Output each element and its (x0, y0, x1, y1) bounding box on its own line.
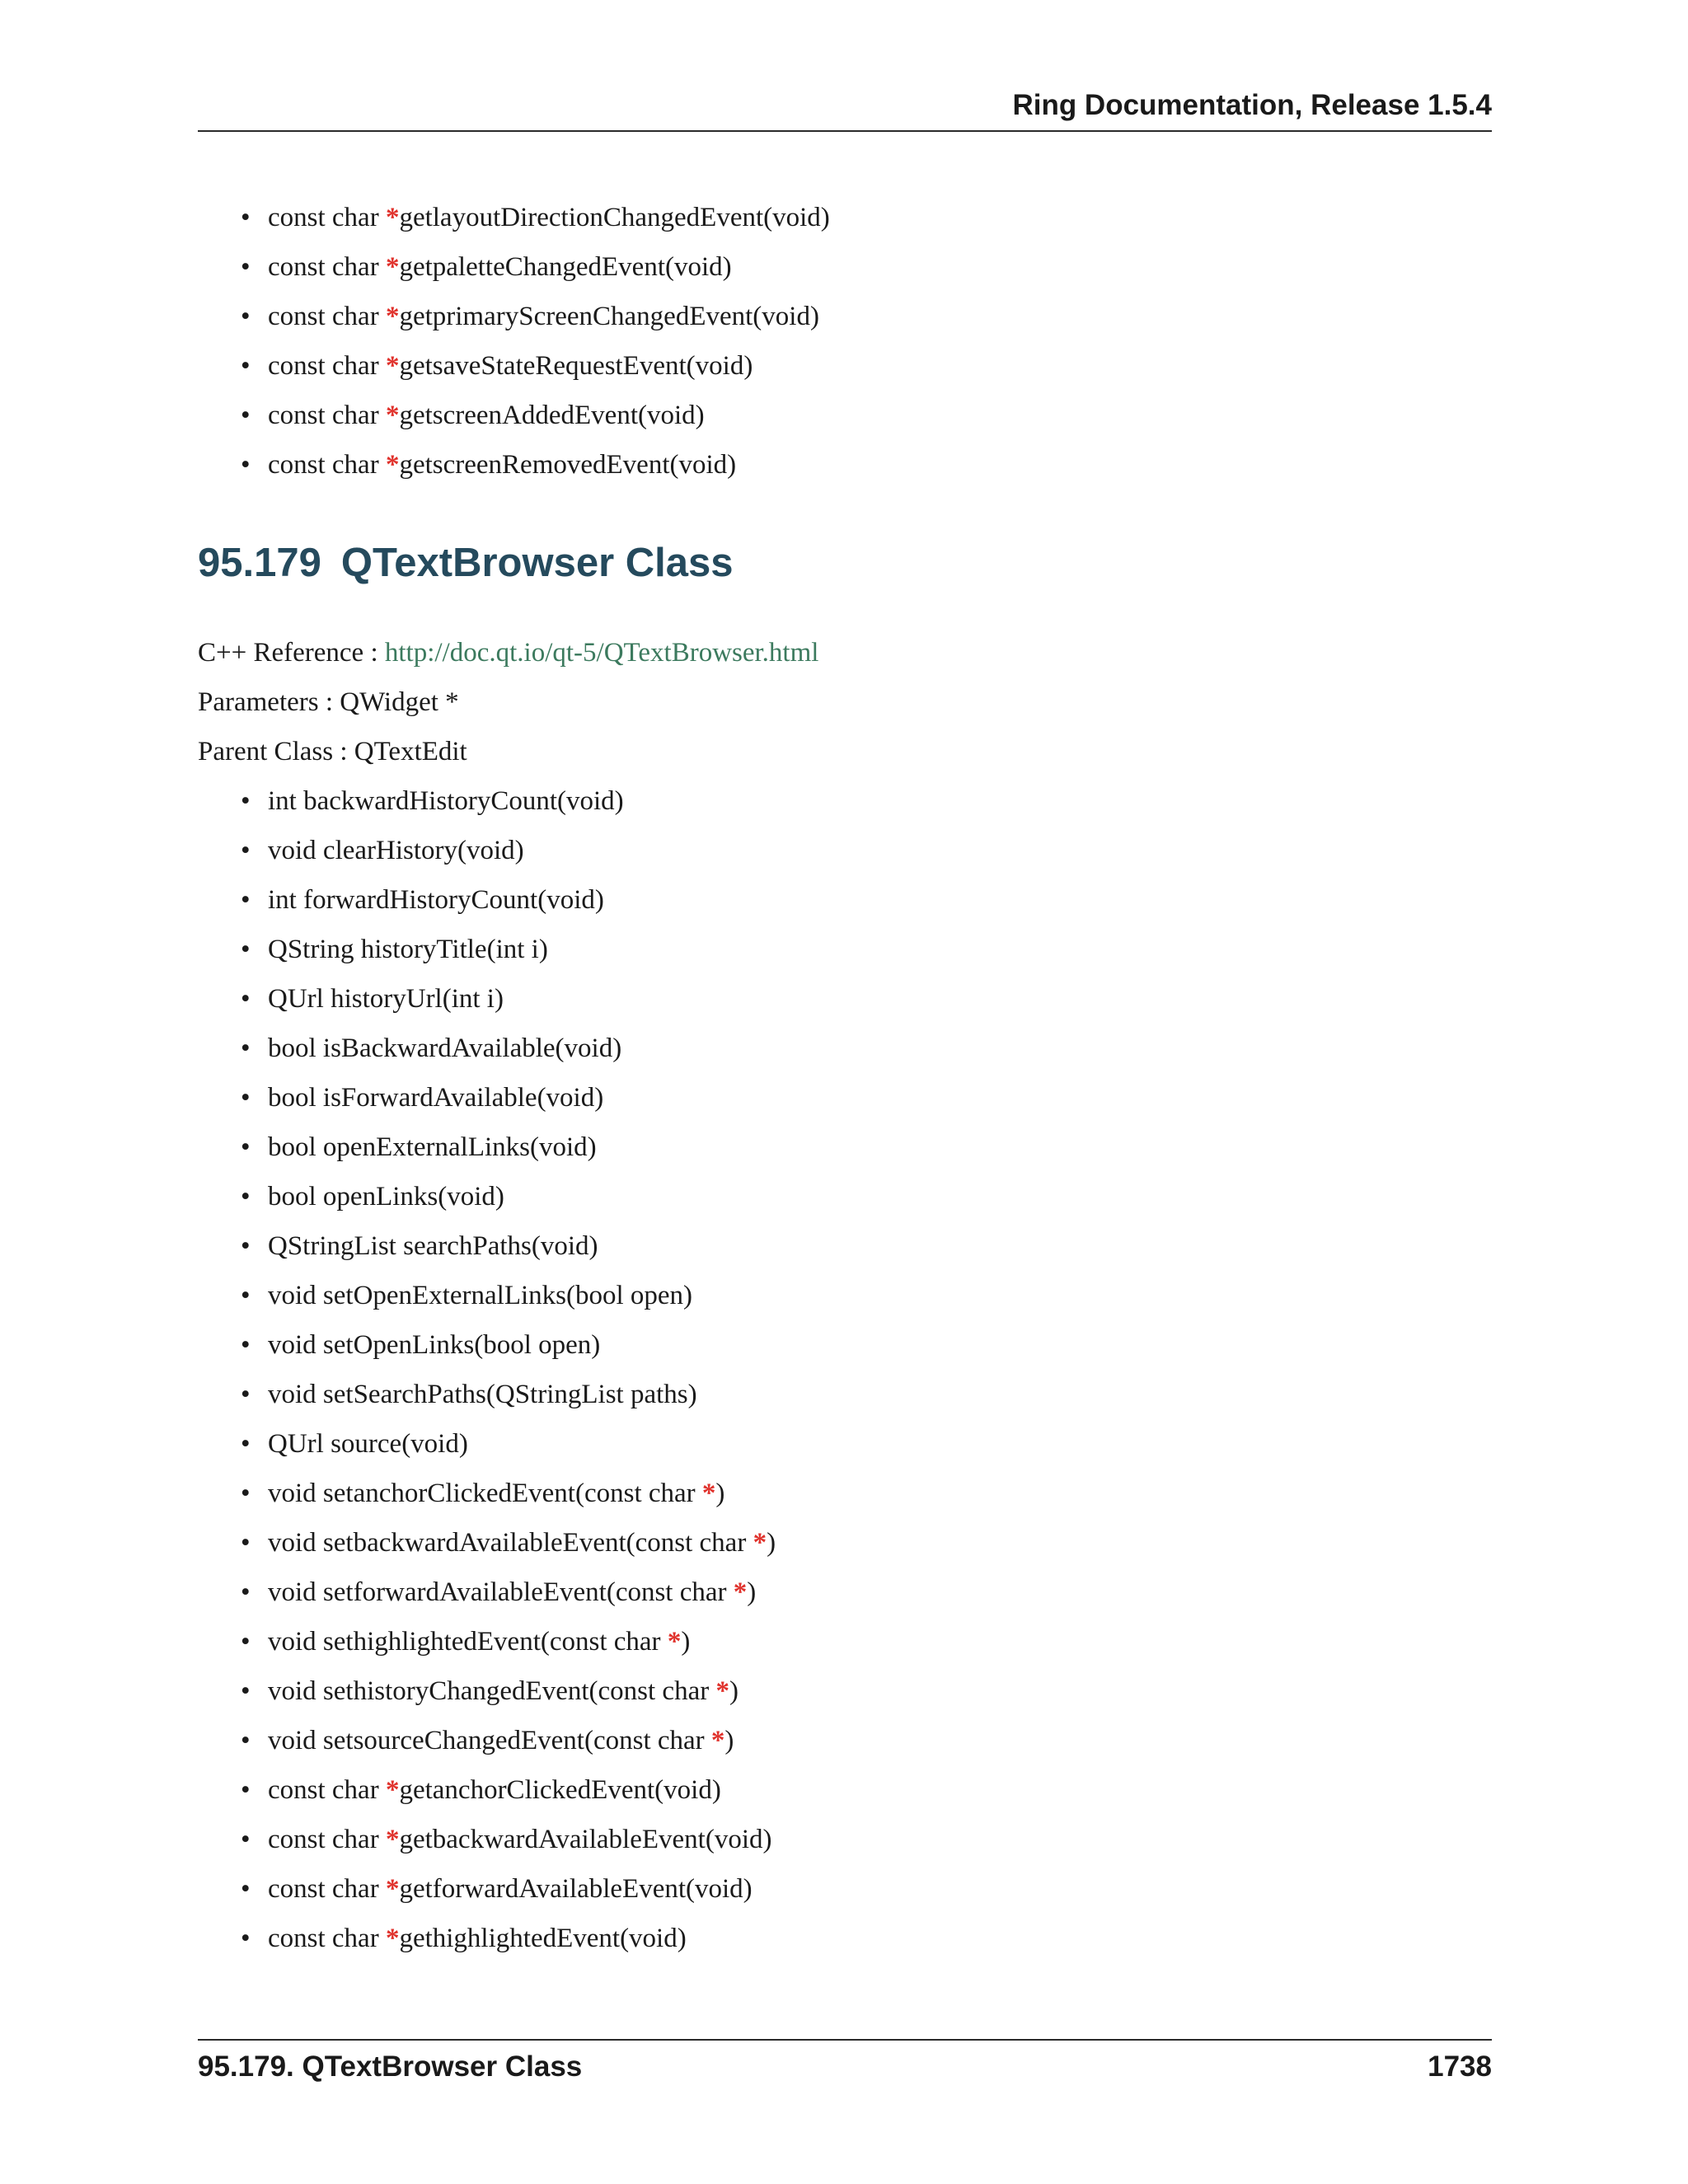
signature-text: getprimaryScreenChangedEvent(void) (399, 302, 819, 331)
pointer-asterisk: * (385, 401, 400, 430)
pointer-asterisk: * (715, 1676, 729, 1706)
section-title: QTextBrowser Class (340, 541, 734, 585)
signature-text: void setSearchPaths(QStringList paths) (268, 1380, 697, 1409)
signature-text: getanchorClickedEvent(void) (399, 1775, 721, 1805)
list-item (241, 1469, 776, 1518)
header-rule (198, 130, 1492, 132)
footer-section-title: 95.179. QTextBrowser Class (198, 2050, 583, 2083)
list-item (241, 1320, 776, 1370)
list-item (241, 1765, 776, 1815)
signature-text: const char (268, 450, 386, 480)
signature-text: ) (681, 1627, 691, 1657)
signature-text: const char (268, 302, 386, 331)
list-item (241, 193, 830, 242)
signature-text: void setOpenLinks(bool open) (268, 1330, 601, 1360)
signature-text: QString historyTitle(int i) (268, 935, 548, 964)
previous-method-list (241, 193, 830, 490)
signature-text: getlayoutDirectionChangedEvent(void) (399, 203, 830, 232)
pointer-asterisk: * (385, 450, 400, 480)
signature-text: const char (268, 401, 386, 430)
list-item (241, 341, 830, 391)
list-item (241, 1370, 776, 1419)
list-item (241, 1271, 776, 1320)
signature-text: const char (268, 1775, 386, 1805)
list-item (241, 1419, 776, 1469)
list-item (241, 391, 830, 440)
signature-text: getscreenRemovedEvent(void) (399, 450, 737, 480)
signature-text: int backwardHistoryCount(void) (268, 786, 624, 816)
signature-text: getpaletteChangedEvent(void) (399, 252, 732, 282)
signature-text: QUrl historyUrl(int i) (268, 984, 504, 1014)
signature-text: void sethighlightedEvent(const char (268, 1627, 668, 1657)
signature-text: void setsourceChangedEvent(const char (268, 1726, 711, 1755)
list-item (241, 292, 830, 341)
list-item (241, 826, 776, 875)
list-item (241, 1024, 776, 1073)
signature-text: const char (268, 203, 386, 232)
signature-text: ) (724, 1726, 734, 1755)
method-list (241, 776, 776, 1963)
list-item (241, 1617, 776, 1666)
signature-text: ) (747, 1577, 757, 1607)
signature-text: void setbackwardAvailableEvent(const char (268, 1528, 753, 1558)
signature-text: const char (268, 351, 386, 381)
signature-text: const char (268, 1924, 386, 1953)
list-item (241, 1716, 776, 1765)
list-item (241, 242, 830, 292)
signature-text: void clearHistory(void) (268, 836, 524, 865)
signature-text: getsaveStateRequestEvent(void) (399, 351, 753, 381)
pointer-asterisk: * (385, 1924, 400, 1953)
signature-text: ) (767, 1528, 776, 1558)
cpp-reference-label: C++ Reference : (198, 638, 385, 668)
signature-text: ) (715, 1479, 725, 1508)
signature-text: const char (268, 252, 386, 282)
list-item (241, 875, 776, 925)
running-header-title: Ring Documentation, Release 1.5.4 (1012, 89, 1492, 121)
list-item (241, 1568, 776, 1617)
signature-text: void sethistoryChangedEvent(const char (268, 1676, 716, 1706)
cpp-reference-link[interactable]: http://doc.qt.io/qt-5/QTextBrowser.html (384, 638, 819, 668)
pointer-asterisk: * (733, 1577, 748, 1607)
signature-text: bool isBackwardAvailable(void) (268, 1033, 622, 1063)
pointer-asterisk: * (667, 1627, 682, 1657)
signature-text: bool openLinks(void) (268, 1182, 504, 1212)
signature-text: void setforwardAvailableEvent(const char (268, 1577, 734, 1607)
pointer-asterisk: * (753, 1528, 767, 1558)
pointer-asterisk: * (385, 203, 400, 232)
footer-rule (198, 2039, 1492, 2041)
page-number: 1738 (1428, 2050, 1492, 2083)
pointer-asterisk: * (385, 1775, 400, 1805)
pointer-asterisk: * (385, 351, 400, 381)
list-item (241, 1073, 776, 1122)
list-item (241, 1914, 776, 1963)
pointer-asterisk: * (701, 1479, 716, 1508)
list-item (241, 1864, 776, 1914)
list-item (241, 440, 830, 490)
parameters-line: Parameters : QWidget * (198, 687, 459, 717)
signature-text: const char (268, 1874, 386, 1904)
pointer-asterisk: * (385, 302, 400, 331)
list-item (241, 776, 776, 826)
section-number: 95.179 (198, 541, 321, 585)
pointer-asterisk: * (710, 1726, 725, 1755)
signature-text: QUrl source(void) (268, 1429, 468, 1459)
signature-text: getscreenAddedEvent(void) (399, 401, 705, 430)
signature-text: bool openExternalLinks(void) (268, 1132, 597, 1162)
pointer-asterisk: * (385, 1825, 400, 1854)
parent-class-line: Parent Class : QTextEdit (198, 737, 467, 766)
list-item (241, 1172, 776, 1221)
list-item (241, 974, 776, 1024)
signature-text: getforwardAvailableEvent(void) (399, 1874, 753, 1904)
signature-text: const char (268, 1825, 386, 1854)
list-item (241, 1815, 776, 1864)
signature-text: getbackwardAvailableEvent(void) (399, 1825, 772, 1854)
signature-text: void setOpenExternalLinks(bool open) (268, 1281, 693, 1310)
list-item (241, 1122, 776, 1172)
list-item (241, 1518, 776, 1568)
list-item (241, 925, 776, 974)
signature-text: QStringList searchPaths(void) (268, 1231, 598, 1261)
list-item (241, 1221, 776, 1271)
signature-text: void setanchorClickedEvent(const char (268, 1479, 702, 1508)
list-item (241, 1666, 776, 1716)
pointer-asterisk: * (385, 1874, 400, 1904)
signature-text: int forwardHistoryCount(void) (268, 885, 604, 915)
pointer-asterisk: * (385, 252, 400, 282)
signature-text: bool isForwardAvailable(void) (268, 1083, 604, 1113)
section-heading (198, 540, 734, 586)
cpp-reference-line (198, 628, 818, 677)
signature-text: gethighlightedEvent(void) (399, 1924, 687, 1953)
signature-text: ) (729, 1676, 738, 1706)
